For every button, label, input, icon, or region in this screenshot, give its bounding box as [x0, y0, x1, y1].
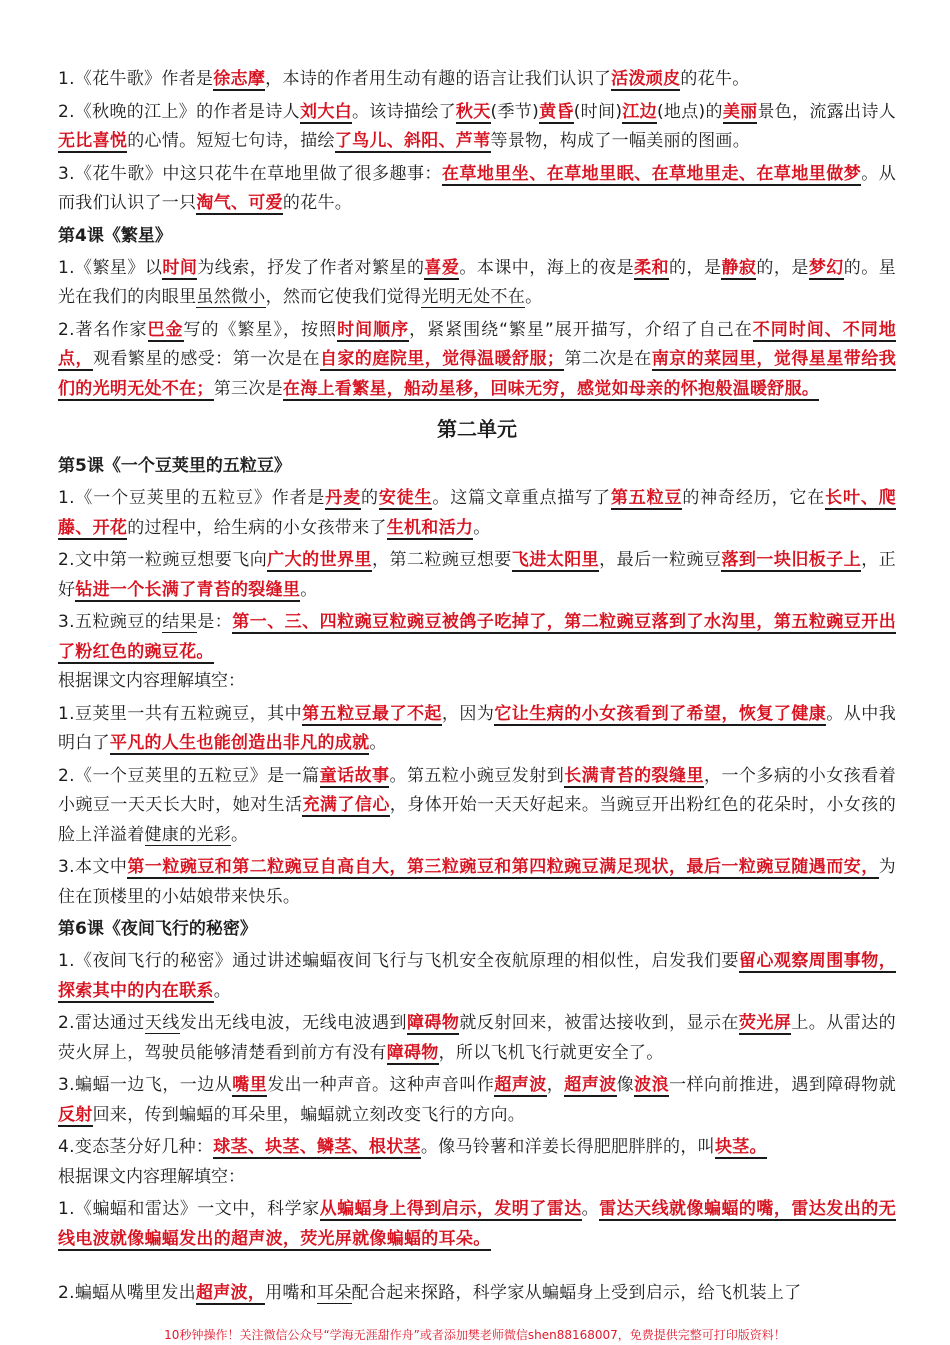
answer-highlight: 它让生病的小女孩看到了希望，恢复了健康: [494, 703, 827, 724]
answer-highlight: 喜爱: [424, 257, 460, 278]
answer-highlight: 徐志摩: [213, 69, 266, 89]
text-segment: 。本课中，海上的夜是: [459, 257, 635, 278]
text-segment: 第二单元: [437, 417, 517, 441]
paragraph: [58, 1133, 896, 1163]
paragraph: [58, 762, 896, 851]
paragraph: [58, 160, 896, 219]
answer-highlight: 障碍物: [406, 1013, 460, 1033]
text-segment: 。: [581, 1199, 600, 1219]
text-segment: 的。星光在我们的肉眼里: [58, 257, 897, 307]
answer-highlight: 雷达天线就像蝙蝠的嘴，雷达发出的无线电波就像蝙蝠发出的超声波，荧光屏就像蝙蝠的耳朵。: [58, 1199, 896, 1249]
text-segment: 2.著名作家: [58, 319, 148, 340]
text-segment: 。从而我们认识了一只: [58, 163, 897, 213]
text-segment: 一样向前推进，遇到障碍物就: [669, 1075, 897, 1095]
lesson-heading: [58, 915, 896, 944]
text-segment: 1.《繁星》以: [58, 257, 163, 278]
lesson-heading: [58, 452, 896, 481]
text-segment: ，第二粒豌豆想要: [372, 550, 512, 570]
text-segment: ，一个多病的小女孩看着小豌豆一天天长大时，她对生活: [58, 765, 896, 815]
text-segment: 2.雷达通过: [58, 1013, 145, 1033]
answer-highlight: 第一粒豌豆和第二粒豌豆自高自大，第三粒豌豆和第四粒豌豆满足现状，最后一粒豌豆随遇而安，: [127, 857, 879, 877]
answer-highlight: 活泼顽皮: [611, 69, 681, 89]
text-segment: 第三次是: [213, 378, 283, 399]
answer-highlight: 在草地里坐、在草地里眠、在草地里走、在草地里做梦: [441, 163, 862, 184]
answer-highlight: 留心观察周围事物，探索其中的内在联系: [58, 951, 896, 1001]
answer-highlight: 反射: [58, 1104, 93, 1125]
answer-highlight: 长叶、爬藤、开花: [58, 488, 896, 538]
text-segment: 3.蝙蝠一边飞，一边从: [58, 1075, 233, 1095]
answer-highlight: 静寂: [721, 257, 757, 278]
text-segment: 的过程中，给生病的小女孩带来了: [127, 517, 387, 538]
text-segment: (时间): [573, 101, 623, 122]
text-segment: 。从中我明白了: [58, 703, 896, 753]
text-segment: 。: [473, 517, 491, 538]
text-segment: 的花牛。: [680, 69, 750, 89]
answer-highlight: 自家的庭院里，觉得温暖舒服；: [319, 349, 565, 369]
paragraph: [58, 853, 896, 912]
answer-highlight: 荧光屏: [738, 1013, 792, 1033]
text-segment: 的花牛。: [282, 193, 353, 213]
answer-highlight: 美丽: [722, 101, 758, 122]
answer-highlight: 广大的世界里: [267, 550, 372, 570]
text-segment: 的心情。短短七句诗，描绘: [127, 131, 335, 151]
text-segment: 3.本文中: [58, 857, 128, 877]
answer-highlight: 从蝙蝠身上得到启示，发明了雷达: [319, 1199, 582, 1219]
text-segment: 第4课《繁星》: [58, 225, 172, 246]
text-segment: 发出无线电波，无线电波遇到: [179, 1013, 407, 1033]
text-segment: 根据课文内容理解填空：: [58, 1166, 245, 1187]
paragraph: [58, 1009, 896, 1068]
paragraph: [58, 316, 896, 405]
underlined-text: 光明无处不在: [421, 287, 526, 307]
text-segment: 观看繁星的感受：第一次是在: [92, 349, 320, 369]
footer-promo: 10秒钟操作！关注微信公众号“学海无涯甜作舟”或者添加樊老师微信shen88168007，免费提供完整可打印版资料！: [164, 1328, 786, 1342]
text-segment: 回来，传到蝙蝠的耳朵里，蝙蝠就立刻改变飞行的方向。: [92, 1104, 526, 1125]
answer-highlight: 梦幻: [808, 257, 844, 278]
text-segment: 配合起来探路，科学家从蝙蝠身上受到启示，给飞机装上了: [351, 1283, 802, 1303]
answer-highlight: 丹麦: [325, 488, 361, 508]
text-segment: 2.《秋晚的江上》的作者是诗人: [58, 101, 300, 122]
paragraph: [58, 947, 896, 1006]
text-segment: 是：: [197, 612, 233, 632]
answer-highlight: 长满青苔的裂缝里: [564, 765, 704, 786]
text-segment: 。: [300, 579, 318, 600]
underlined-text: 结果: [162, 612, 198, 632]
text-segment: (季节): [490, 101, 540, 122]
paragraph: [58, 608, 896, 667]
answer-highlight: 超声波: [494, 1075, 547, 1095]
answer-highlight: 障碍物: [386, 1042, 439, 1063]
answer-highlight: 超声波: [564, 1075, 617, 1095]
text-segment: 为线索，抒发了作者对繁星的: [197, 257, 425, 278]
paragraph: [58, 65, 896, 95]
paragraph: [58, 1195, 896, 1254]
text-segment: 。: [213, 980, 232, 1001]
text-segment: 根据课文内容理解填空：: [58, 671, 245, 691]
text-segment: 第5课《一个豆荚里的五粒豆》: [58, 456, 291, 476]
answer-highlight: 刘大白: [300, 101, 352, 122]
answer-highlight: 钻进一个长满了青苔的裂缝里: [75, 579, 301, 600]
paragraph: [58, 254, 896, 313]
answer-highlight: 巴金: [147, 319, 184, 340]
text-segment: 。第五粒小豌豆发射到: [389, 765, 565, 786]
answer-highlight: 落到一块旧板子上: [721, 550, 862, 570]
spacer: [58, 1254, 896, 1276]
text-segment: 。这篇文章重点描写了: [432, 488, 611, 508]
answer-highlight: 充满了信心: [302, 795, 390, 815]
text-segment: 景色，流露出诗人: [757, 101, 896, 122]
answer-highlight: 第五粒豆: [610, 488, 683, 508]
answer-highlight: 南京的菜园里，觉得星星带给我们的光明无处不在；: [58, 349, 896, 399]
text-segment: 2.《一个豆荚里的五粒豆》是一篇: [58, 765, 320, 786]
text-segment: ，本诗的作者用生动有趣的语言让我们认识了: [265, 69, 612, 89]
answer-highlight: 球茎、块茎、鳞茎、根状茎: [213, 1137, 421, 1157]
answer-highlight: 了鸟儿、斜阳、芦苇: [334, 131, 491, 151]
answer-highlight: 第五粒豆最了不起: [302, 703, 442, 724]
lesson-heading: [58, 222, 896, 251]
answer-highlight: 无比喜悦: [58, 131, 128, 151]
text-segment: 写的《繁星》，按照: [183, 319, 338, 340]
text-segment: 3.五粒豌豆的: [58, 612, 163, 632]
underlined-text: 健康的光彩: [144, 824, 231, 845]
paragraph: [58, 1279, 896, 1309]
text-segment: 等景物，构成了一幅美丽的图画。: [490, 131, 751, 151]
section-instruction: [58, 667, 896, 697]
text-segment: 的，是: [669, 257, 722, 278]
answer-highlight: 超声波，: [195, 1283, 266, 1303]
text-segment: 1.豆荚里一共有五粒豌豆，其中: [58, 703, 303, 724]
text-segment: 用嘴和: [265, 1283, 318, 1303]
section-instruction: [58, 1163, 896, 1193]
text-segment: 。: [369, 733, 387, 753]
text-segment: 。: [231, 824, 249, 845]
text-segment: 为住在顶楼里的小姑娘带来快乐。: [58, 857, 896, 907]
answer-highlight: 块茎。: [714, 1137, 767, 1157]
text-segment: 就反射回来，被雷达接收到，显示在: [459, 1013, 739, 1033]
text-segment: 发出一种声音。这种声音叫作: [267, 1075, 495, 1095]
text-segment: ，: [546, 1075, 565, 1095]
text-segment: 像: [616, 1075, 635, 1095]
text-segment: 1.《花牛歌》作者是: [58, 69, 214, 89]
underlined-text: 天线: [144, 1013, 180, 1033]
text-segment: 2.文中第一粒豌豆想要飞向: [58, 550, 268, 570]
text-segment: ，因为: [441, 703, 495, 724]
answer-highlight: 淘气、可爱: [196, 193, 283, 213]
text-segment: 第二次是在: [564, 349, 652, 369]
text-segment: ，最后一粒豌豆: [599, 550, 722, 570]
text-segment: 的，是: [756, 257, 809, 278]
text-segment: ，紧紧围绕“繁星”展开描写，介绍了自己在: [409, 319, 753, 340]
text-segment: (地点)的: [656, 101, 723, 122]
text-segment: 1.《蝙蝠和雷达》一文中，科学家: [58, 1199, 320, 1219]
answer-highlight: 黄昏: [539, 101, 574, 122]
answer-highlight: 生机和活力: [386, 517, 474, 538]
answer-highlight: 波浪: [634, 1075, 670, 1095]
text-segment: 。: [525, 287, 543, 307]
text-segment: 的神奇经历，它在: [682, 488, 826, 508]
text-segment: 。像马铃薯和洋姜长得肥肥胖胖的，叫: [420, 1137, 715, 1157]
text-segment: 1.《夜间飞行的秘密》通过讲述蝙蝠夜间飞行与飞机安全夜航原理的相似性，启发我们要: [58, 951, 739, 971]
answer-highlight: 安徒生: [378, 488, 433, 508]
text-segment: 3.《花牛歌》中这只花牛在草地里做了很多趣事：: [58, 163, 442, 184]
text-segment: 第6课《夜间飞行的秘密》: [58, 919, 257, 939]
answer-highlight: 时间顺序: [337, 319, 410, 340]
text-segment: 4.变态茎分好几种：: [58, 1137, 214, 1157]
text-segment: ，所以飞机飞行就更安全了。: [438, 1042, 664, 1063]
text-segment: 上。从雷达的荧火屏上，驾驶员能够清楚看到前方有没有: [58, 1013, 896, 1063]
unit-heading: [58, 412, 896, 446]
answer-highlight: 江边: [622, 101, 657, 122]
answer-highlight: 秋天: [455, 101, 491, 122]
paragraph: [58, 1071, 896, 1130]
answer-highlight: 不同时间、不同地点，: [58, 319, 897, 369]
text-segment: 的: [360, 488, 379, 508]
underlined-text: 耳朵: [317, 1283, 352, 1303]
text-segment: 1.《一个豆荚里的五粒豆》作者是: [58, 488, 326, 508]
underlined-text: 虽然微小: [196, 287, 266, 307]
text-segment: ，身体开始一天天好起来。当豌豆开出粉红色的花朵时，小女孩的脸上洋溢着: [58, 795, 897, 845]
answer-highlight: 第一、三、四粒豌豆粒豌豆被鸽子吃掉了，第二粒豌豆落到了水沟里，第五粒豌豆开出了粉红色的豌豆花。: [58, 612, 896, 662]
answer-highlight: 飞进太阳里: [511, 550, 600, 570]
text-segment: ，正好: [58, 550, 896, 600]
answer-highlight: 时间: [162, 257, 198, 278]
answer-highlight: 嘴里: [232, 1075, 268, 1095]
paragraph: [58, 98, 896, 157]
paragraph: [58, 484, 896, 543]
answer-highlight: 平凡的人生也能创造出非凡的成就: [109, 733, 370, 753]
text-segment: 2.蝙蝠从嘴里发出: [58, 1283, 196, 1303]
text-segment: ，然而它使我们觉得: [265, 287, 422, 307]
paragraph: [58, 546, 896, 605]
answer-highlight: 在海上看繁星，船动星移，回味无穷，感觉如母亲的怀抱般温暖舒服。: [282, 378, 820, 399]
answer-highlight: 柔和: [634, 257, 670, 278]
text-segment: 。该诗描绘了: [351, 101, 456, 122]
answer-highlight: 童话故事: [319, 765, 390, 786]
paragraph: [58, 700, 896, 759]
